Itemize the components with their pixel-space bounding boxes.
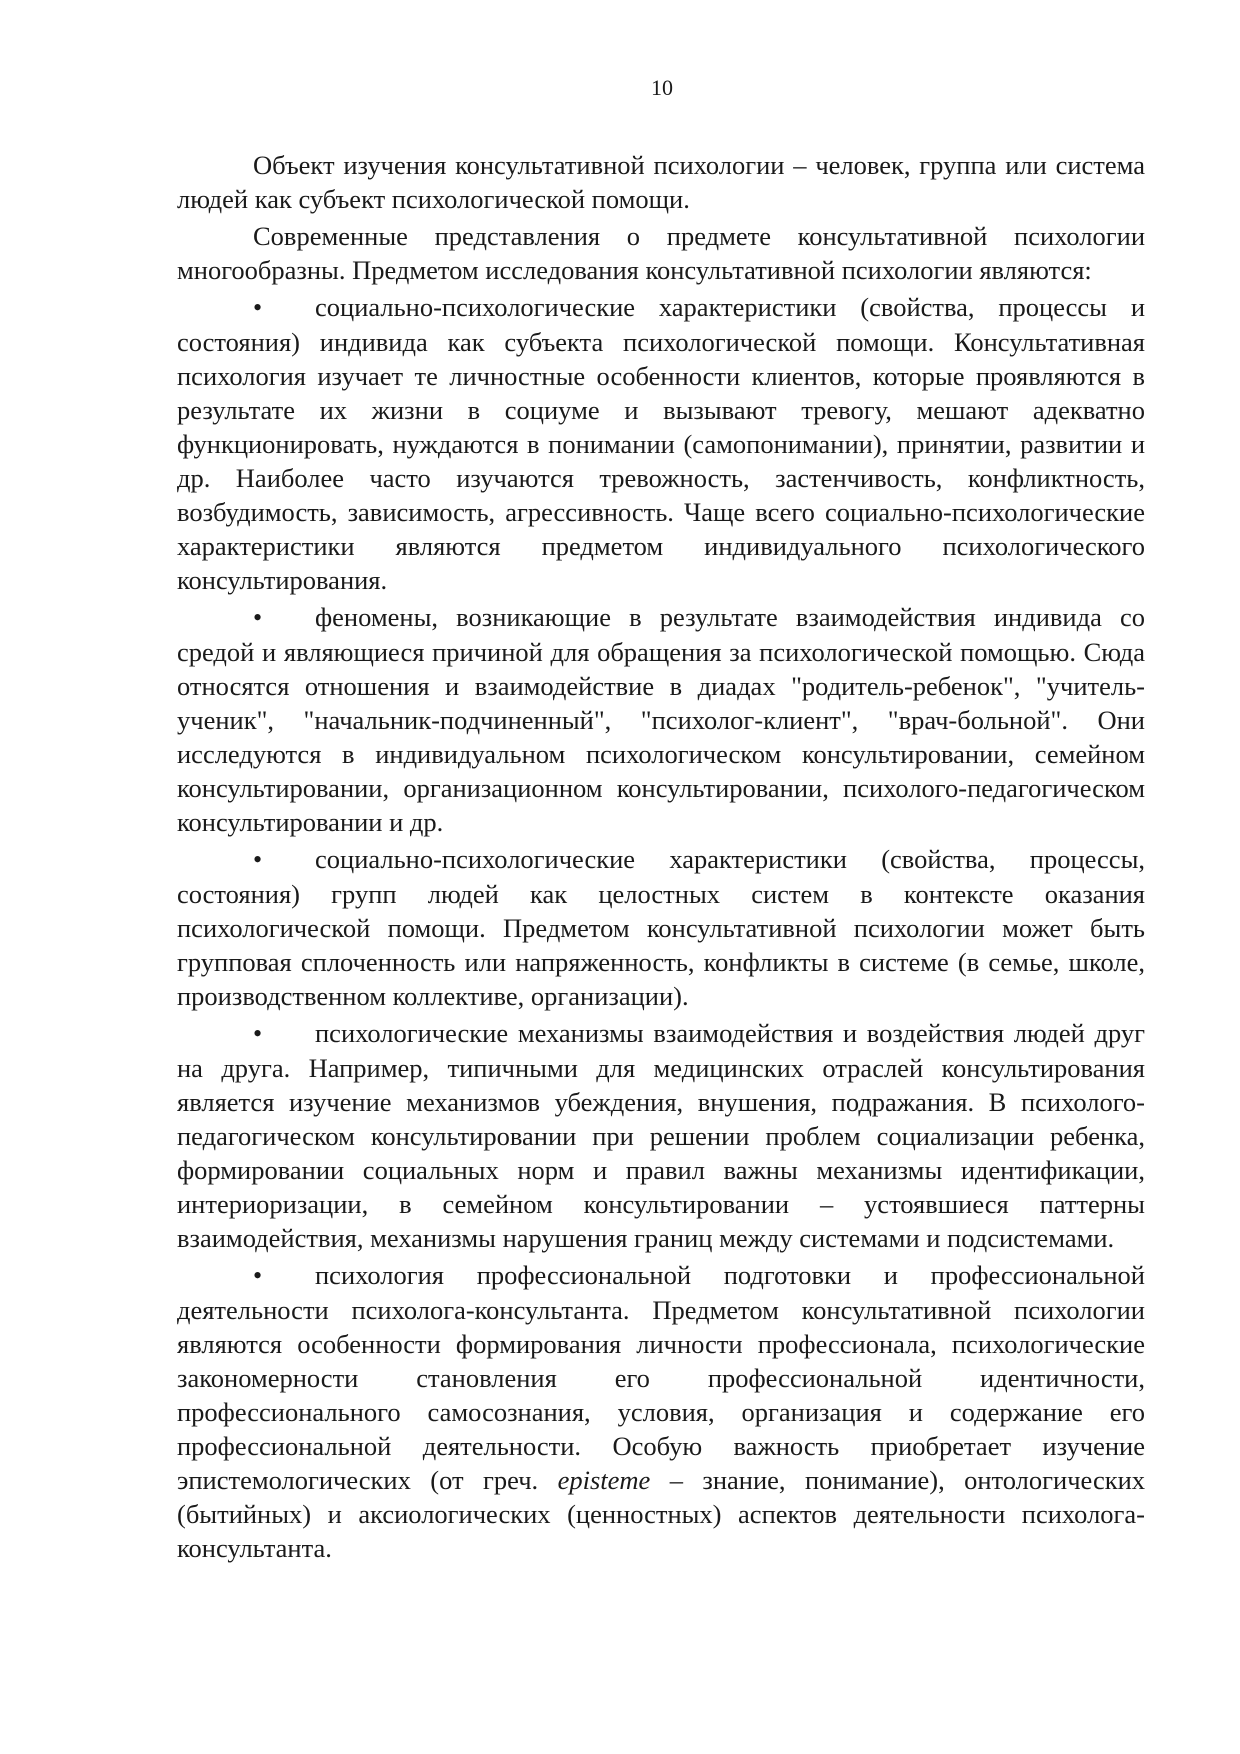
- bullet-icon: •: [253, 845, 263, 874]
- list-item: [177, 600, 1145, 839]
- italic-term: episteme: [557, 1465, 651, 1495]
- list-item: [177, 290, 1145, 597]
- list-item-text: феномены, возникающие в результате взаимодействия индивида со средой и являющиеся причиной для обращения за психологической помощью. Сюда относятся отношения и взаимодействие в диадах "родитель-ребенок", "учитель-ученик", "начальник-подчиненный", "психолог-клиент", "врач-больной". Они исследуются в индивидуальном психологическом консультировании, семейном консультировании, организационном консультировании, психолого-педагогическом консультировании и др.: [177, 602, 1145, 837]
- bullet-icon: •: [253, 1019, 263, 1048]
- bullet-icon: •: [253, 293, 263, 322]
- paragraph-subject-intro: Современные представления о предмете консультативной психологии многообразны. Предметом исследования консультативной психологии являются:: [177, 221, 1145, 285]
- bullet-icon: •: [253, 1261, 263, 1290]
- document-body: [177, 148, 1145, 1568]
- list-item-text: психология профессиональной подготовки и профессиональной деятельности психолога-консультанта. Предметом консультативной психологии являются особенности формирования личности профессионала, психологические закономерности становления его профессиональной идентичности, профессионального самосознания, условия, организация и содержание его профессиональной деятельности. Особую важность приобретает изучение эпистемологических (от греч.: [177, 1260, 1145, 1495]
- list-item: [177, 1016, 1145, 1255]
- list-item-text: – знание, понимание), онтологических (бытийных) и аксиологических (ценностных) аспектов деятельности психолога-консультанта.: [177, 1465, 1146, 1563]
- list-item: [177, 1258, 1145, 1565]
- list-item-text: психологические механизмы взаимодействия и воздействия людей друг на друга. Например, типичными для медицинских отраслей консультирования является изучение механизмов убеждения, внушения, подражания. В психолого-педагогическом консультировании при решении проблем социализации ребенка, формировании социальных норм и правил важны механизмы идентификации, интериоризации, в семейном консультировании – устоявшиеся паттерны взаимодействия, механизмы нарушения границ между системами и подсистемами.: [177, 1018, 1145, 1253]
- list-item: [177, 842, 1145, 1013]
- list-item-text: социально-психологические характеристики (свойства, процессы, состояния) групп людей как целостных систем в контексте оказания психологической помощи. Предметом консультативной психологии может быть групповая сплоченность или напряженность, конфликты в системе (в семье, школе, производственном коллективе, организации).: [177, 844, 1145, 1011]
- paragraph-object: Объект изучения консультативной психологии – человек, группа или система людей как субъект психологической помощи.: [177, 150, 1145, 214]
- list-item-text: социально-психологические характеристики (свойства, процессы и состояния) индивида как субъекта психологической помощи. Консультативная психология изучает те личностные особенности клиентов, которые проявляются в результате их жизни в социуме и вызывают тревогу, мешают адекватно функционировать, нуждаются в понимании (самопонимании), принятии, развитии и др. Наиболее часто изучаются тревожность, застенчивость, конфликтность, возбудимость, зависимость, агрессивность. Чаще всего социально-психологические характеристики являются предметом индивидуального психологического консультирования.: [177, 292, 1145, 595]
- page-number: 10: [651, 75, 673, 100]
- bullet-icon: •: [253, 603, 263, 632]
